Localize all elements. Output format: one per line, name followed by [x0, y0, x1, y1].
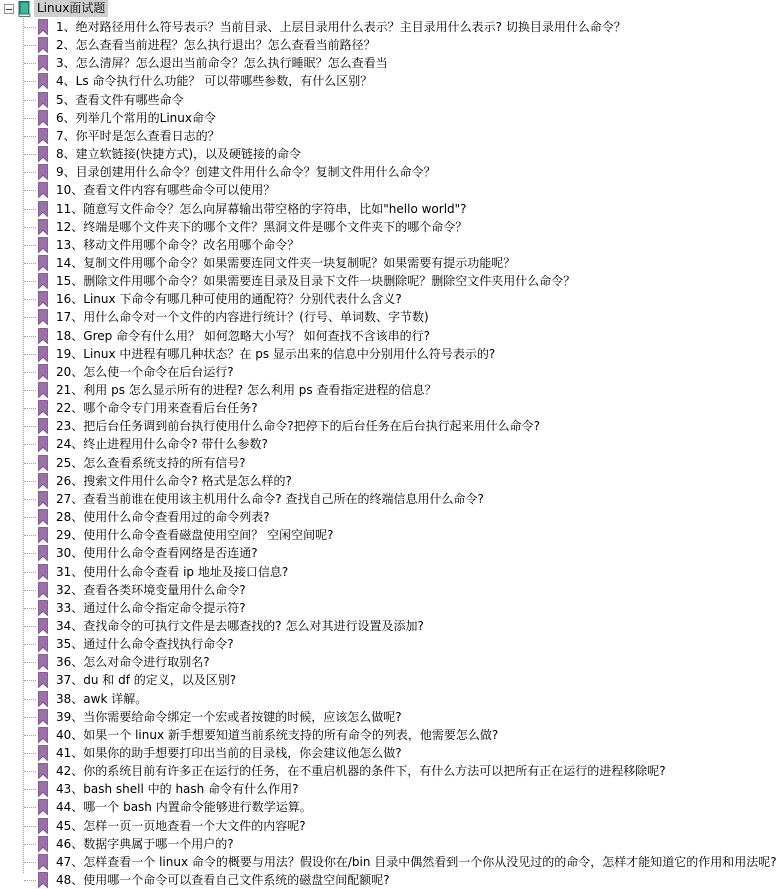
tree-item[interactable] — [0, 744, 592, 762]
tree-item[interactable] — [0, 871, 592, 889]
tree-item[interactable] — [0, 363, 592, 381]
tree-connector-branch — [24, 444, 36, 445]
tree-connector-branch — [24, 354, 36, 355]
tree-item[interactable] — [0, 671, 592, 689]
tree-item[interactable] — [0, 726, 592, 744]
tree-connector-branch — [24, 844, 36, 845]
bookmark-icon — [38, 527, 48, 543]
bookmark-icon — [38, 73, 48, 89]
tree-item-label: 32、查看各类环境变量用什么命令? — [56, 582, 246, 597]
tree-connector-branch — [24, 481, 36, 482]
tree-item-label: 19、Linux 中进程有哪几种状态？在 ps 显示出来的信息中分别用什么符号表示的? — [56, 346, 496, 361]
tree-item-label: 38、awk 详解。 — [56, 691, 148, 706]
bookmark-icon — [38, 128, 48, 144]
tree-item-label: 39、当你需要给命令绑定一个宏或者按键的时候，应该怎么做呢? — [56, 709, 402, 724]
tree-item-label: 18、Grep 命令有什么用？ 如何忽略大小写？ 如何查找不含该串的行? — [56, 328, 431, 343]
tree-item-label: 17、用什么命令对一个文件的内容进行统计？(行号、单词数、字节数) — [56, 310, 429, 325]
tree-item-label: 7、你平时是怎么查看日志的？ — [56, 128, 220, 143]
tree-item-label: 47、怎样查看一个 linux 命令的概要与用法？假设你在/bin 目录中偶然看到一个你从没见过的的命令，怎样才能知道它的作用和用法呢? — [56, 854, 777, 869]
bookmark-icon — [38, 763, 48, 779]
tree-connector-branch — [24, 862, 36, 863]
tree-connector-branch — [24, 209, 36, 210]
bookmark-icon — [38, 872, 48, 888]
tree-item[interactable] — [0, 762, 666, 780]
tree-item-label: 44、哪一个 bash 内置命令能够进行数学运算。 — [56, 800, 312, 815]
tree-item[interactable] — [0, 780, 592, 798]
tree-item-label: 42、你的系统目前有许多正在运行的任务，在不重启机器的条件下，有什么方法可以把所有正在运行的进程移除呢? — [56, 764, 666, 779]
tree-item[interactable] — [0, 490, 592, 508]
bookmark-icon — [38, 382, 48, 398]
tree-connector-branch — [24, 753, 36, 754]
tree-item[interactable] — [0, 835, 592, 853]
tree-connector-branch — [24, 426, 36, 427]
tree-connector-branch — [24, 190, 36, 191]
bookmark-icon — [38, 654, 48, 670]
bookmark-icon — [38, 491, 48, 507]
tree-item-label: 37、du 和 df 的定义，以及区别? — [56, 673, 237, 688]
tree-connector-branch — [24, 63, 36, 64]
tree-connector-branch — [24, 535, 36, 536]
tree-connector-branch — [24, 880, 36, 881]
tree-item-label: 27、查看当前谁在使用该主机用什么命令? 查找自己所在的终端信息用什么命令? — [56, 491, 484, 506]
tree-connector-branch — [24, 735, 36, 736]
bookmark-icon — [38, 745, 48, 761]
tree-connector-branch — [24, 572, 36, 573]
tree-connector-branch — [24, 499, 36, 500]
bookmark-icon — [38, 618, 48, 634]
tree-item[interactable] — [0, 91, 592, 109]
bookmark-icon — [38, 836, 48, 852]
bookmark-icon — [38, 564, 48, 580]
tree-item-label: 23、把后台任务调到前台执行使用什么命令?把停下的后台任务在后台执行起来用什么命令? — [56, 419, 541, 434]
tree-item[interactable] — [0, 599, 592, 617]
tree-item[interactable] — [0, 290, 592, 308]
tree-item-label: 35、通过什么命令查找执行命令? — [56, 637, 234, 652]
bookmark-icon — [38, 92, 48, 108]
tree-item-label: 25、怎么查看系统支持的所有信号? — [56, 455, 246, 470]
tree-item-label: 8、建立软链接(快捷方式)，以及硬链接的命令 — [56, 147, 301, 162]
tree-item-label: 28、使用什么命令查看用过的命令列表? — [56, 510, 270, 525]
tree-item-label: 20、怎么使一个命令在后台运行? — [56, 364, 234, 379]
bookmark-icon — [38, 219, 48, 235]
bookmark-icon — [38, 146, 48, 162]
bookmark-icon — [38, 636, 48, 652]
tree-item[interactable] — [0, 798, 592, 816]
tree-item[interactable] — [0, 853, 777, 871]
tree-connector-branch — [24, 317, 36, 318]
tree-item-label: 5、查看文件有哪些命令 — [56, 92, 184, 107]
bookmark-icon — [38, 346, 48, 362]
tree-item-label: 29、使用什么命令查看磁盘使用空间？ 空闲空间呢? — [56, 528, 334, 543]
tree-item[interactable] — [0, 581, 592, 599]
bookmark-icon — [38, 309, 48, 325]
bookmark-icon — [38, 455, 48, 471]
tree-item[interactable] — [0, 345, 592, 363]
tree-connector-branch — [24, 590, 36, 591]
tree-connector-branch — [24, 336, 36, 337]
tree-item-label: 26、搜索文件用什么命令? 格式是怎么样的? — [56, 473, 292, 488]
tree-item-label: 45、怎样一页一页地查看一个大文件的内容呢? — [56, 818, 306, 833]
tree-item-label: 40、如果一个 linux 新手想要知道当前系统支持的所有命令的列表，他需要怎么做? — [56, 727, 499, 742]
tree-connector-branch — [24, 789, 36, 790]
bookmark-icon — [38, 799, 48, 815]
bookmark-icon — [38, 582, 48, 598]
bookmark-icon — [38, 727, 48, 743]
tree-item-label: 36、怎么对命令进行取别名? — [56, 655, 210, 670]
tree-item[interactable] — [0, 272, 592, 290]
tree-root-node[interactable] — [0, 0, 592, 18]
tree-item[interactable] — [0, 417, 592, 435]
tree-item[interactable] — [0, 327, 592, 345]
tree-item[interactable] — [0, 127, 592, 145]
bookmark-icon — [38, 854, 48, 870]
tree-connector-branch — [24, 463, 36, 464]
bookmark-icon — [38, 418, 48, 434]
tree-item[interactable] — [0, 653, 592, 671]
tree-connector-branch — [24, 81, 36, 82]
tree-connector-branch — [24, 826, 36, 827]
tree-item[interactable] — [0, 36, 592, 54]
tree-item[interactable] — [0, 508, 592, 526]
tree-connector-branch — [24, 807, 36, 808]
tree-item-label: 3、怎么清屏？怎么退出当前命令？怎么执行睡眠？怎么查看当 — [56, 56, 388, 71]
bookmark-icon — [38, 255, 48, 271]
tree-item[interactable] — [0, 472, 592, 490]
tree-item[interactable] — [0, 635, 592, 653]
tree-connector-branch — [24, 154, 36, 155]
tree-connector-branch — [24, 644, 36, 645]
tree-item-label: 4、Ls 命令执行什么功能？ 可以带哪些参数，有什么区别？ — [56, 74, 373, 89]
tree-connector-branch — [24, 717, 36, 718]
tree-item[interactable] — [0, 145, 592, 163]
bookmark-icon — [38, 237, 48, 253]
tree-item-label: 11、随意写文件命令？怎么向屏幕输出带空格的字符串，比如"hello world"? — [56, 201, 467, 216]
tree-item[interactable] — [0, 200, 592, 218]
bookmark-icon — [38, 328, 48, 344]
bookmark-icon — [38, 600, 48, 616]
book-icon — [18, 1, 31, 17]
bookmark-icon — [38, 400, 48, 416]
bookmark-icon — [38, 509, 48, 525]
tree-item-label: 12、终端是哪个文件夹下的哪个文件？黑洞文件是哪个文件夹下的哪个命令？ — [56, 219, 468, 234]
bookmark-icon — [38, 37, 48, 53]
tree-item[interactable] — [0, 435, 592, 453]
tree-item-label: 31、使用什么命令查看 ip 地址及接口信息? — [56, 564, 289, 579]
tree-connector-branch — [24, 27, 36, 28]
tree-connector-branch — [24, 227, 36, 228]
tree-connector-branch — [24, 390, 36, 391]
tree-connector-branch — [24, 45, 36, 46]
bookmark-icon — [38, 364, 48, 380]
tree-connector-branch — [24, 281, 36, 282]
bookmark-icon — [38, 19, 48, 35]
tree-connector-branch — [24, 408, 36, 409]
tree-item-label: 14、复制文件用哪个命令？如果需要连同文件夹一块复制呢？如果需要有提示功能呢？ — [56, 255, 516, 270]
bookmark-icon — [38, 672, 48, 688]
tree-connector-branch — [24, 699, 36, 700]
tree-item[interactable] — [0, 163, 592, 181]
bookmark-icon — [38, 164, 48, 180]
tree-connector-branch — [24, 608, 36, 609]
tree-item[interactable] — [0, 708, 592, 726]
collapse-minus-icon[interactable] — [4, 4, 14, 14]
tree-connector-branch — [24, 245, 36, 246]
tree-item-label: 48、使用哪一个命令可以查看自己文件系统的磁盘空间配额呢? — [56, 873, 390, 888]
tree-connector-branch — [24, 662, 36, 663]
tree-item[interactable] — [0, 308, 592, 326]
tree-root-label: Linux面试题 — [34, 0, 108, 17]
tree-connector-branch — [24, 118, 36, 119]
tree-item[interactable] — [0, 218, 592, 236]
tree-connector-branch — [24, 136, 36, 137]
bookmark-icon — [38, 201, 48, 217]
tree-item[interactable] — [0, 454, 592, 472]
bookmark-icon — [38, 182, 48, 198]
tree-connector-branch — [24, 771, 36, 772]
tree-item-label: 2、怎么查看当前进程？怎么执行退出？怎么查看当前路径？ — [56, 38, 376, 53]
bookmark-icon — [38, 691, 48, 707]
tree-item[interactable] — [0, 563, 592, 581]
tree-connector-branch — [24, 626, 36, 627]
tree-item[interactable] — [0, 526, 592, 544]
bookmark-icon — [38, 291, 48, 307]
tree-connector-branch — [24, 372, 36, 373]
tree-item[interactable] — [0, 544, 592, 562]
tree-connector-branch — [24, 263, 36, 264]
tree-item[interactable] — [0, 254, 592, 272]
tree-connector-branch — [24, 100, 36, 101]
tree-connector-branch — [24, 517, 36, 518]
bookmark-icon — [38, 709, 48, 725]
tree-item-label: 6、列举几个常用的Linux命令 — [56, 110, 216, 125]
tree-item[interactable] — [0, 181, 592, 199]
tree-item-label: 1、绝对路径用什么符号表示？当前目录、上层目录用什么表示？主目录用什么表示? 切换目录用什么命令？ — [56, 20, 626, 34]
bookmark-icon — [38, 273, 48, 289]
tree-item[interactable] — [0, 236, 592, 254]
bookmark-icon — [38, 781, 48, 797]
tree-item-label: 43、bash shell 中的 hash 命令有什么作用? — [56, 782, 299, 797]
tree-connector-branch — [24, 680, 36, 681]
tree-item[interactable] — [0, 54, 592, 72]
tree-item-label: 33、通过什么命令指定命令提示符? — [56, 600, 246, 615]
tree-item[interactable] — [0, 72, 592, 90]
tree-connector-branch — [24, 299, 36, 300]
tree-item[interactable] — [0, 381, 592, 399]
bookmark-icon — [38, 545, 48, 561]
tree-item-label: 13、移动文件用哪个命令？改名用哪个命令？ — [56, 237, 300, 252]
bookmark-icon — [38, 436, 48, 452]
tree-item-label: 21、利用 ps 怎么显示所有的进程? 怎么利用 ps 查看指定进程的信息？ — [56, 383, 437, 397]
tree-item[interactable] — [0, 617, 592, 635]
tree-connector-branch — [24, 172, 36, 173]
tree-item[interactable] — [0, 109, 592, 127]
tree-item-label: 30、使用什么命令查看网络是否连通? — [56, 546, 258, 561]
tree-item-label: 34、查找命令的可执行文件是去哪查找的? 怎么对其进行设置及添加? — [56, 618, 424, 633]
tree-item-label: 46、数据字典属于哪一个用户的? — [56, 836, 234, 851]
bookmark-icon — [38, 55, 48, 71]
tree-connector-branch — [24, 553, 36, 554]
tree-item-label: 16、Linux 下命令有哪几种可使用的通配符？分别代表什么含义? — [56, 292, 402, 307]
tree-item-label: 15、删除文件用哪个命令？如果需要连目录及目录下文件一块删除呢？删除空文件夹用什么命令？ — [56, 274, 576, 289]
tree-item-label: 10、查看文件内容有哪些命令可以使用？ — [56, 183, 276, 198]
tree-item[interactable] — [0, 817, 592, 835]
tree-item-label: 41、如果你的助手想要打印出当前的目录栈，你会建议他怎么做? — [56, 746, 402, 760]
tree-item-label: 9、目录创建用什么命令？创建文件用什么命令？复制文件用什么命令？ — [56, 165, 436, 180]
bookmark-icon — [38, 473, 48, 489]
bookmark-icon — [38, 110, 48, 126]
tree-item-label: 22、哪个命令专门用来查看后台任务? — [56, 401, 258, 416]
tree-item[interactable] — [0, 18, 626, 36]
tree-item-label: 24、终止进程用什么命令? 带什么参数? — [56, 437, 268, 452]
bookmark-icon — [38, 818, 48, 834]
tree-item[interactable] — [0, 399, 592, 417]
tree-item[interactable] — [0, 690, 592, 708]
